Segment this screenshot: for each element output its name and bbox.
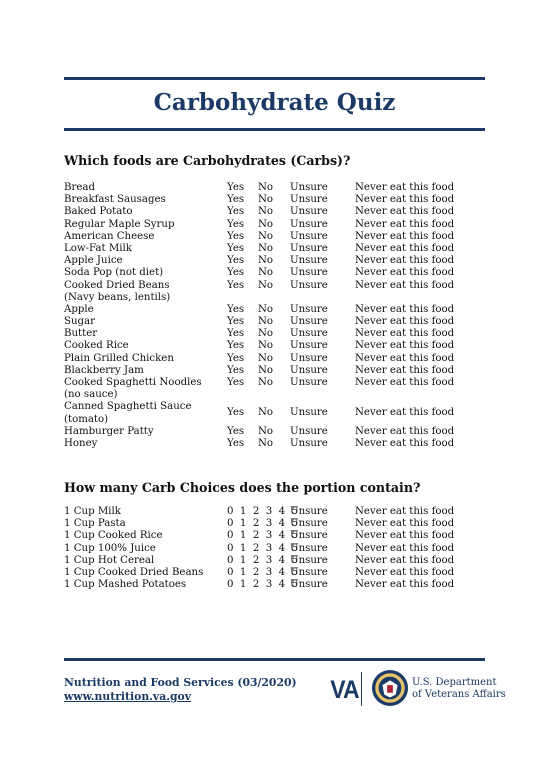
never-option[interactable]: Never eat this food — [355, 267, 455, 279]
food-name: Blackberry Jam — [64, 364, 144, 376]
food-name: Cooked Rice — [64, 340, 129, 352]
never-option[interactable]: Never eat this food — [355, 437, 455, 449]
food-name: Breakfast Sausages — [64, 194, 166, 206]
unsure-option[interactable]: Unsure — [290, 579, 328, 591]
no-option[interactable]: No — [258, 182, 274, 193]
top-rule-upper — [64, 77, 485, 80]
food-row — [64, 426, 485, 438]
yes-option[interactable]: Yes — [227, 303, 245, 315]
no-option[interactable]: No — [258, 340, 274, 352]
food-row — [64, 353, 485, 365]
unsure-option[interactable]: Unsure — [290, 506, 328, 517]
food-name: Canned Spaghetti Sauce — [64, 401, 192, 413]
never-option[interactable]: Never eat this food — [355, 377, 455, 389]
unsure-option[interactable]: Unsure — [290, 328, 328, 340]
unsure-option[interactable]: Unsure — [290, 437, 328, 449]
unsure-option[interactable]: Unsure — [290, 316, 328, 328]
section2-heading: How many Carb Choices does the portion contain? — [64, 480, 421, 495]
portion-row — [64, 555, 485, 567]
portion-name: 1 Cup Cooked Rice — [64, 530, 163, 542]
yes-option[interactable]: Yes — [227, 267, 245, 279]
yes-option[interactable]: Yes — [227, 437, 245, 449]
department-name — [412, 677, 506, 701]
portion-row — [64, 530, 485, 542]
food-row — [64, 280, 485, 304]
no-option[interactable]: No — [258, 255, 274, 267]
no-option[interactable]: No — [258, 352, 274, 364]
no-option[interactable]: No — [258, 267, 274, 279]
no-option[interactable]: No — [258, 377, 274, 389]
logo-divider — [361, 672, 362, 706]
never-option[interactable]: Never eat this food — [355, 218, 455, 230]
no-option[interactable]: No — [258, 407, 274, 419]
department-line2: of Veterans Affairs — [412, 689, 506, 700]
yes-option[interactable]: Yes — [227, 279, 245, 291]
food-name: Regular Maple Syrup — [64, 218, 175, 230]
unsure-option[interactable]: Unsure — [290, 182, 328, 193]
food-row — [64, 194, 485, 206]
never-option[interactable]: Never eat this food — [355, 554, 455, 566]
never-option[interactable]: Never eat this food — [355, 518, 455, 530]
unsure-option[interactable]: Unsure — [290, 364, 328, 376]
food-row — [64, 365, 485, 377]
food-row — [64, 401, 485, 425]
food-row — [64, 377, 485, 401]
portion-name: 1 Cup Hot Cereal — [64, 554, 155, 566]
unsure-option[interactable]: Unsure — [290, 279, 328, 291]
no-option[interactable]: No — [258, 425, 274, 437]
never-option[interactable]: Never eat this food — [355, 425, 455, 437]
section1-heading: Which foods are Carbohydrates (Carbs)? — [64, 153, 351, 168]
page-title: Carbohydrate Quiz — [153, 89, 396, 116]
never-option[interactable]: Never eat this food — [355, 279, 455, 291]
never-option[interactable]: Never eat this food — [355, 340, 455, 352]
never-option[interactable]: Never eat this food — [355, 182, 455, 193]
portion-row — [64, 506, 485, 518]
food-row — [64, 182, 485, 194]
unsure-option[interactable]: Unsure — [290, 242, 328, 254]
food-name-detail: (no sauce) — [64, 389, 118, 401]
carb-choices[interactable]: 0 1 2 3 4 5 — [227, 554, 300, 566]
food-row — [64, 243, 485, 255]
yes-option[interactable]: Yes — [227, 316, 245, 328]
no-option[interactable]: No — [258, 328, 274, 340]
food-row — [64, 340, 485, 352]
yes-option[interactable]: Yes — [227, 194, 245, 206]
yes-option[interactable]: Yes — [227, 255, 245, 267]
no-option[interactable]: No — [258, 194, 274, 206]
yes-option[interactable]: Yes — [227, 352, 245, 364]
unsure-option[interactable]: Unsure — [290, 407, 328, 419]
unsure-option[interactable]: Unsure — [290, 303, 328, 315]
never-option[interactable]: Never eat this food — [355, 230, 455, 242]
no-option[interactable]: No — [258, 230, 274, 242]
no-option[interactable]: No — [258, 364, 274, 376]
portion-row — [64, 567, 485, 579]
never-option[interactable]: Never eat this food — [355, 242, 455, 254]
department-line1: U.S. Department — [412, 677, 497, 688]
never-option[interactable]: Never eat this food — [355, 206, 455, 218]
never-option[interactable]: Never eat this food — [355, 328, 455, 340]
food-name: Apple — [64, 303, 94, 315]
food-row — [64, 267, 485, 279]
never-option[interactable]: Never eat this food — [355, 255, 455, 267]
portion-row — [64, 579, 485, 591]
no-option[interactable]: No — [258, 218, 274, 230]
unsure-option[interactable]: Unsure — [290, 566, 328, 578]
food-row — [64, 255, 485, 267]
never-option[interactable]: Never eat this food — [355, 364, 455, 376]
portion-name: 1 Cup Milk — [64, 506, 121, 517]
food-row — [64, 206, 485, 218]
never-option[interactable]: Never eat this food — [355, 542, 455, 554]
portion-row — [64, 518, 485, 530]
food-row — [64, 231, 485, 243]
never-option[interactable]: Never eat this food — [355, 407, 455, 419]
food-name: Soda Pop (not diet) — [64, 267, 164, 279]
food-name: Butter — [64, 328, 98, 340]
unsure-option[interactable]: Unsure — [290, 194, 328, 206]
yes-option[interactable]: Yes — [227, 340, 245, 352]
top-rule-lower — [64, 128, 485, 131]
unsure-option[interactable]: Unsure — [290, 206, 328, 218]
never-option[interactable]: Never eat this food — [355, 316, 455, 328]
footer-text — [64, 676, 297, 704]
unsure-option[interactable]: Unsure — [290, 425, 328, 437]
carb-choices[interactable]: 0 1 2 3 4 5 — [227, 506, 300, 517]
never-option[interactable]: Never eat this food — [355, 194, 455, 206]
va-seal-icon — [371, 669, 409, 707]
unsure-option[interactable]: Unsure — [290, 377, 328, 389]
va-logo: VA — [330, 676, 359, 704]
food-name-detail: (tomato) — [64, 413, 109, 425]
footer-credit: Nutrition and Food Services (03/2020) — [64, 676, 297, 689]
food-name: Low-Fat Milk — [64, 242, 132, 254]
yes-option[interactable]: Yes — [227, 364, 245, 376]
no-option[interactable]: No — [258, 437, 274, 449]
portion-name: 1 Cup Cooked Dried Beans — [64, 566, 204, 578]
food-row — [64, 316, 485, 328]
unsure-option[interactable]: Unsure — [290, 518, 328, 530]
no-option[interactable]: No — [258, 316, 274, 328]
yes-option[interactable]: Yes — [227, 407, 245, 419]
unsure-option[interactable]: Unsure — [290, 340, 328, 352]
portion-name: 1 Cup 100% Juice — [64, 542, 156, 554]
carb-choices[interactable]: 0 1 2 3 4 5 — [227, 542, 300, 554]
carb-choices[interactable]: 0 1 2 3 4 5 — [227, 530, 300, 542]
never-option[interactable]: Never eat this food — [355, 352, 455, 364]
footer-rule — [64, 658, 485, 661]
food-name: Honey — [64, 437, 98, 449]
yes-option[interactable]: Yes — [227, 230, 245, 242]
unsure-option[interactable]: Unsure — [290, 255, 328, 267]
no-option[interactable]: No — [258, 242, 274, 254]
portion-name: 1 Cup Mashed Potatoes — [64, 579, 187, 591]
carb-choices[interactable]: 0 1 2 3 4 5 — [227, 566, 300, 578]
yes-option[interactable]: Yes — [227, 328, 245, 340]
food-name: Cooked Spaghetti Noodles — [64, 377, 202, 389]
food-row — [64, 438, 485, 450]
unsure-option[interactable]: Unsure — [290, 352, 328, 364]
unsure-option[interactable]: Unsure — [290, 267, 328, 279]
unsure-option[interactable]: Unsure — [290, 542, 328, 554]
never-option[interactable]: Never eat this food — [355, 566, 455, 578]
portion-name: 1 Cup Pasta — [64, 518, 126, 530]
yes-option[interactable]: Yes — [227, 425, 245, 437]
never-option[interactable]: Never eat this food — [355, 303, 455, 315]
food-name: American Cheese — [64, 230, 155, 242]
food-row — [64, 328, 485, 340]
food-name: Baked Potato — [64, 206, 133, 218]
carb-choices[interactable]: 0 1 2 3 4 5 — [227, 518, 300, 530]
food-row — [64, 304, 485, 316]
carb-choices[interactable]: 0 1 2 3 4 5 — [227, 579, 300, 591]
no-option[interactable]: No — [258, 279, 274, 291]
portion-list — [64, 506, 485, 591]
food-name-detail: (Navy beans, lentils) — [64, 291, 171, 303]
food-name: Bread — [64, 182, 95, 193]
food-name: Sugar — [64, 316, 96, 328]
food-list — [64, 182, 485, 450]
yes-option[interactable]: Yes — [227, 182, 245, 193]
unsure-option[interactable]: Unsure — [290, 530, 328, 542]
food-name: Hamburger Patty — [64, 425, 154, 437]
never-option[interactable]: Never eat this food — [355, 530, 455, 542]
never-option[interactable]: Never eat this food — [355, 579, 455, 591]
yes-option[interactable]: Yes — [227, 242, 245, 254]
yes-option[interactable]: Yes — [227, 218, 245, 230]
never-option[interactable]: Never eat this food — [355, 506, 455, 517]
food-name: Cooked Dried Beans — [64, 279, 170, 291]
yes-option[interactable]: Yes — [227, 377, 245, 389]
no-option[interactable]: No — [258, 206, 274, 218]
unsure-option[interactable]: Unsure — [290, 218, 328, 230]
footer-link[interactable]: www.nutrition.va.gov — [64, 690, 191, 703]
no-option[interactable]: No — [258, 303, 274, 315]
food-row — [64, 219, 485, 231]
unsure-option[interactable]: Unsure — [290, 554, 328, 566]
food-name: Apple Juice — [64, 255, 123, 267]
portion-row — [64, 543, 485, 555]
food-name: Plain Grilled Chicken — [64, 352, 174, 364]
unsure-option[interactable]: Unsure — [290, 230, 328, 242]
yes-option[interactable]: Yes — [227, 206, 245, 218]
